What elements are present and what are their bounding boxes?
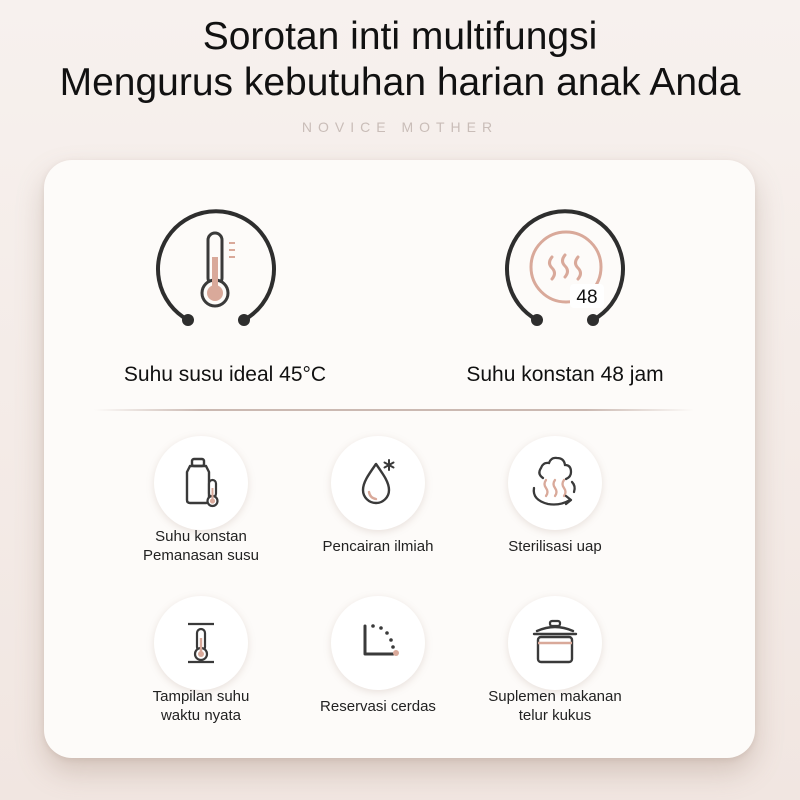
feature-label-line-1: Sterilisasi uap: [508, 538, 602, 555]
feature-label-line-1: Pencairan ilmiah: [322, 538, 434, 555]
feature-label-line-1: Suplemen makanan: [488, 688, 622, 705]
feature-icon-circle: [154, 596, 248, 690]
headline: [0, 14, 800, 106]
feature-steamed-egg: [455, 596, 655, 724]
feature-steam-sterilization: [455, 436, 655, 555]
feature-label-line-1: Tampilan suhu: [152, 688, 250, 705]
feature-label-line-1: Suhu konstan: [155, 528, 247, 545]
feature-realtime-display: [101, 596, 301, 724]
thaw-drop-icon: [331, 436, 425, 530]
feature-label-line-1: Reservasi cerdas: [320, 698, 436, 715]
headline-line-1: Sorotan inti multifungsi: [202, 15, 598, 58]
headline-line-2: Mengurus kebutuhan harian anak Anda: [59, 61, 741, 104]
heat-48-gauge-icon: [500, 205, 630, 335]
feature-icon-circle: [508, 436, 602, 530]
steam-sterilize-icon: [508, 436, 602, 530]
features-card: [44, 160, 755, 758]
thermometer-gauge-icon: [151, 205, 281, 335]
feature-icon-circle: [331, 436, 425, 530]
baby-bottle-thermometer-icon: [154, 436, 248, 530]
feature-constant-heating: [101, 436, 301, 564]
feature-smart-reservation: [278, 596, 478, 715]
feature-icon-circle: [508, 596, 602, 690]
highlight-label-constant-temp: Suhu konstan 48 jam: [466, 363, 664, 386]
divider: [94, 409, 694, 411]
heat-48-badge: 48: [576, 287, 598, 308]
timer-reservation-icon: [331, 596, 425, 690]
feature-icon-circle: [331, 596, 425, 690]
feature-label-line-2: waktu nyata: [160, 707, 242, 724]
thermometer-icon: [154, 596, 248, 690]
highlight-label-temperature: Suhu susu ideal 45°C: [123, 363, 327, 386]
feature-icon-circle: [154, 436, 248, 530]
feature-label-line-2: telur kukus: [518, 707, 592, 724]
steam-pot-icon: [508, 596, 602, 690]
feature-label-line-2: Pemanasan susu: [143, 547, 259, 564]
feature-thawing: [278, 436, 478, 555]
brand-name: NOVICE MOTHER: [301, 119, 499, 135]
